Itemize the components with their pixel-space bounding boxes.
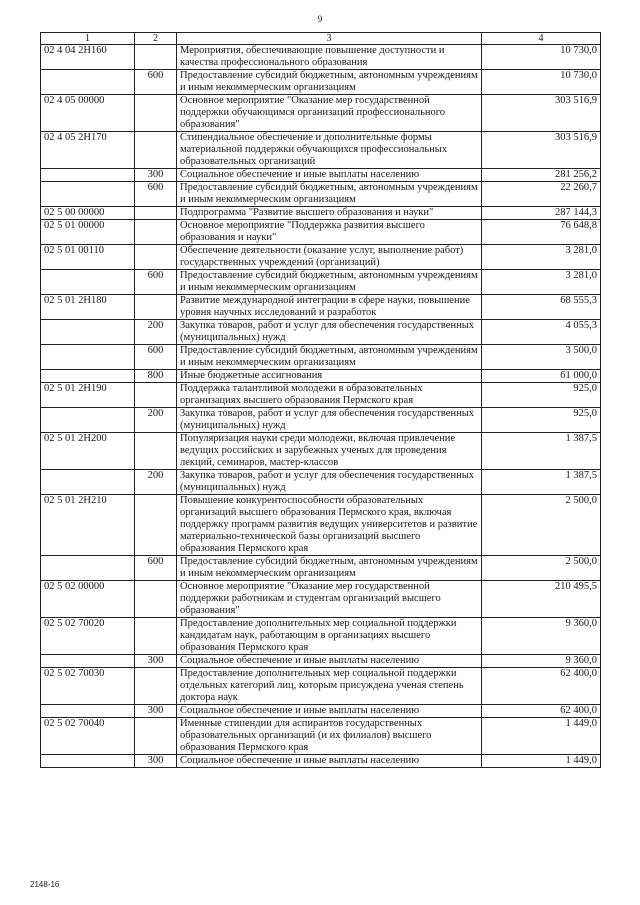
row-sum: 10 730,0 bbox=[482, 45, 601, 70]
row-sum: 1 449,0 bbox=[482, 718, 601, 755]
table-row bbox=[41, 70, 601, 95]
row-code: 02 5 01 00110 bbox=[41, 245, 135, 270]
header-col-sum: 4 bbox=[482, 33, 601, 45]
row-expense-type: 600 bbox=[135, 270, 177, 295]
row-code: 02 5 01 2Н190 bbox=[41, 383, 135, 408]
row-expense-type bbox=[135, 581, 177, 618]
row-expense-type: 200 bbox=[135, 408, 177, 433]
row-code: 02 4 04 2Н160 bbox=[41, 45, 135, 70]
row-expense-type bbox=[135, 95, 177, 132]
row-sum: 303 516,9 bbox=[482, 95, 601, 132]
table-row bbox=[41, 655, 601, 668]
row-name: Закупка товаров, работ и услуг для обеспечения государственных (муниципальных) нужд bbox=[177, 470, 482, 495]
row-sum: 3 500,0 bbox=[482, 345, 601, 370]
row-code bbox=[41, 470, 135, 495]
table-row bbox=[41, 95, 601, 132]
table-row bbox=[41, 245, 601, 270]
row-sum: 303 516,9 bbox=[482, 132, 601, 169]
table-row bbox=[41, 320, 601, 345]
row-name: Популяризация науки среди молодежи, включая привлечение ведущих российских и зарубежных ученых для проведения лекций, семинаров, мастер-классов bbox=[177, 433, 482, 470]
row-name: Социальное обеспечение и иные выплаты населению bbox=[177, 169, 482, 182]
header-row bbox=[41, 33, 601, 45]
row-name: Социальное обеспечение и иные выплаты населению bbox=[177, 705, 482, 718]
row-expense-type: 300 bbox=[135, 169, 177, 182]
row-name: Основное мероприятие "Оказание мер государственной поддержки обучающимся организаций профессионального образования" bbox=[177, 95, 482, 132]
row-sum: 62 400,0 bbox=[482, 705, 601, 718]
page-number: 9 bbox=[317, 14, 323, 24]
row-name: Развитие международной интеграции в сфере науки, повышение уровня научных исследований и разработок bbox=[177, 295, 482, 320]
table-row bbox=[41, 182, 601, 207]
row-sum: 9 360,0 bbox=[482, 618, 601, 655]
header-col-vr: 2 bbox=[135, 33, 177, 45]
table-body bbox=[41, 45, 601, 768]
row-name: Поддержка талантливой молодежи в образовательных организациях высшего образования Пермского края bbox=[177, 383, 482, 408]
row-expense-type bbox=[135, 45, 177, 70]
table-row bbox=[41, 556, 601, 581]
row-name: Предоставление субсидий бюджетным, автономным учреждениям и иным некоммерческим организациям bbox=[177, 345, 482, 370]
row-name: Мероприятия, обеспечивающие повышение доступности и качества профессионального образования bbox=[177, 45, 482, 70]
table-row bbox=[41, 718, 601, 755]
row-sum: 1 387,5 bbox=[482, 433, 601, 470]
table-row bbox=[41, 132, 601, 169]
row-sum: 61 000,0 bbox=[482, 370, 601, 383]
table-row bbox=[41, 408, 601, 433]
row-code bbox=[41, 655, 135, 668]
row-code bbox=[41, 755, 135, 768]
row-code bbox=[41, 270, 135, 295]
row-code bbox=[41, 70, 135, 95]
header-col-name: 3 bbox=[177, 33, 482, 45]
row-sum: 925,0 bbox=[482, 408, 601, 433]
row-expense-type: 600 bbox=[135, 556, 177, 581]
row-code bbox=[41, 320, 135, 345]
row-expense-type: 200 bbox=[135, 320, 177, 345]
document-code: 2148-16 bbox=[30, 880, 60, 889]
table-row bbox=[41, 495, 601, 556]
row-name: Социальное обеспечение и иные выплаты населению bbox=[177, 655, 482, 668]
row-sum: 62 400,0 bbox=[482, 668, 601, 705]
row-expense-type: 200 bbox=[135, 470, 177, 495]
row-sum: 1 449,0 bbox=[482, 755, 601, 768]
row-expense-type: 600 bbox=[135, 70, 177, 95]
table-row bbox=[41, 345, 601, 370]
row-sum: 210 495,5 bbox=[482, 581, 601, 618]
row-name: Именные стипендии для аспирантов государственных образовательных организаций (и их филиалов) высшего образования Пермского края bbox=[177, 718, 482, 755]
row-name: Предоставление субсидий бюджетным, автономным учреждениям и иным некоммерческим организациям bbox=[177, 182, 482, 207]
row-code bbox=[41, 556, 135, 581]
row-name: Подпрограмма "Развитие высшего образования и науки" bbox=[177, 207, 482, 220]
table-row bbox=[41, 295, 601, 320]
table-row bbox=[41, 383, 601, 408]
table-row bbox=[41, 470, 601, 495]
row-code: 02 5 02 70040 bbox=[41, 718, 135, 755]
row-code: 02 5 02 70020 bbox=[41, 618, 135, 655]
row-sum: 68 555,3 bbox=[482, 295, 601, 320]
row-sum: 4 055,3 bbox=[482, 320, 601, 345]
row-code bbox=[41, 345, 135, 370]
table-row bbox=[41, 618, 601, 655]
row-sum: 925,0 bbox=[482, 383, 601, 408]
row-code: 02 5 01 2Н200 bbox=[41, 433, 135, 470]
row-expense-type bbox=[135, 245, 177, 270]
row-name: Повышение конкурентоспособности образовательных организаций высшего образования Пермского края, включая поддержку программ развития ведущих университетов и развитие материально-технической базы организаций высшего образования Пермского края bbox=[177, 495, 482, 556]
row-expense-type bbox=[135, 383, 177, 408]
table-row bbox=[41, 169, 601, 182]
row-name: Закупка товаров, работ и услуг для обеспечения государственных (муниципальных) нужд bbox=[177, 320, 482, 345]
row-name: Предоставление субсидий бюджетным, автономным учреждениям и иным некоммерческим организациям bbox=[177, 270, 482, 295]
row-name: Основное мероприятие "Оказание мер государственной поддержки работникам и студентам организаций высшего образования" bbox=[177, 581, 482, 618]
table-row bbox=[41, 220, 601, 245]
table-row bbox=[41, 705, 601, 718]
row-code bbox=[41, 705, 135, 718]
row-sum: 3 281,0 bbox=[482, 270, 601, 295]
row-name: Социальное обеспечение и иные выплаты населению bbox=[177, 755, 482, 768]
row-expense-type: 300 bbox=[135, 705, 177, 718]
row-code: 02 4 05 2Н170 bbox=[41, 132, 135, 169]
table-row bbox=[41, 45, 601, 70]
row-code bbox=[41, 169, 135, 182]
row-name: Стипендиальное обеспечение и дополнительные формы материальной поддержки обучающихся профессиональных образовательных организаций bbox=[177, 132, 482, 169]
row-name: Обеспечение деятельности (оказание услуг, выполнение работ) государственных учреждений (организаций) bbox=[177, 245, 482, 270]
row-code: 02 5 01 2Н210 bbox=[41, 495, 135, 556]
row-name: Предоставление дополнительных мер социальной поддержки отдельных категорий лиц, которым присуждена ученая степень доктора наук bbox=[177, 668, 482, 705]
row-sum: 2 500,0 bbox=[482, 556, 601, 581]
row-name: Основное мероприятие "Поддержка развития высшего образования и науки" bbox=[177, 220, 482, 245]
budget-table bbox=[40, 32, 601, 768]
table-row bbox=[41, 433, 601, 470]
row-sum: 9 360,0 bbox=[482, 655, 601, 668]
table-row bbox=[41, 755, 601, 768]
row-expense-type: 300 bbox=[135, 655, 177, 668]
row-code bbox=[41, 370, 135, 383]
row-code: 02 5 02 70030 bbox=[41, 668, 135, 705]
row-expense-type bbox=[135, 207, 177, 220]
table-row bbox=[41, 207, 601, 220]
row-expense-type: 800 bbox=[135, 370, 177, 383]
row-code: 02 5 02 00000 bbox=[41, 581, 135, 618]
row-sum: 76 648,8 bbox=[482, 220, 601, 245]
row-code: 02 5 00 00000 bbox=[41, 207, 135, 220]
row-expense-type bbox=[135, 220, 177, 245]
table-header bbox=[41, 33, 601, 45]
table-row bbox=[41, 370, 601, 383]
table-row bbox=[41, 581, 601, 618]
row-code bbox=[41, 182, 135, 207]
row-code: 02 5 01 00000 bbox=[41, 220, 135, 245]
row-code: 02 4 05 00000 bbox=[41, 95, 135, 132]
row-expense-type bbox=[135, 433, 177, 470]
row-name: Закупка товаров, работ и услуг для обеспечения государственных (муниципальных) нужд bbox=[177, 408, 482, 433]
row-sum: 287 144,3 bbox=[482, 207, 601, 220]
row-sum: 1 387,5 bbox=[482, 470, 601, 495]
row-sum: 281 256,2 bbox=[482, 169, 601, 182]
row-expense-type bbox=[135, 668, 177, 705]
row-expense-type bbox=[135, 718, 177, 755]
row-sum: 10 730,0 bbox=[482, 70, 601, 95]
row-sum: 3 281,0 bbox=[482, 245, 601, 270]
row-code bbox=[41, 408, 135, 433]
header-col-code: 1 bbox=[41, 33, 135, 45]
row-expense-type bbox=[135, 295, 177, 320]
row-name: Предоставление дополнительных мер социальной поддержки кандидатам наук, работающим в организациях высшего образования Пермского края bbox=[177, 618, 482, 655]
row-expense-type bbox=[135, 495, 177, 556]
table-row bbox=[41, 270, 601, 295]
row-expense-type bbox=[135, 618, 177, 655]
row-expense-type bbox=[135, 132, 177, 169]
row-expense-type: 600 bbox=[135, 345, 177, 370]
row-expense-type: 600 bbox=[135, 182, 177, 207]
row-name: Предоставление субсидий бюджетным, автономным учреждениям и иным некоммерческим организациям bbox=[177, 70, 482, 95]
row-sum: 2 500,0 bbox=[482, 495, 601, 556]
row-name: Предоставление субсидий бюджетным, автономным учреждениям и иным некоммерческим организациям bbox=[177, 556, 482, 581]
row-expense-type: 300 bbox=[135, 755, 177, 768]
row-name: Иные бюджетные ассигнования bbox=[177, 370, 482, 383]
row-sum: 22 260,7 bbox=[482, 182, 601, 207]
table-row bbox=[41, 668, 601, 705]
row-code: 02 5 01 2Н180 bbox=[41, 295, 135, 320]
